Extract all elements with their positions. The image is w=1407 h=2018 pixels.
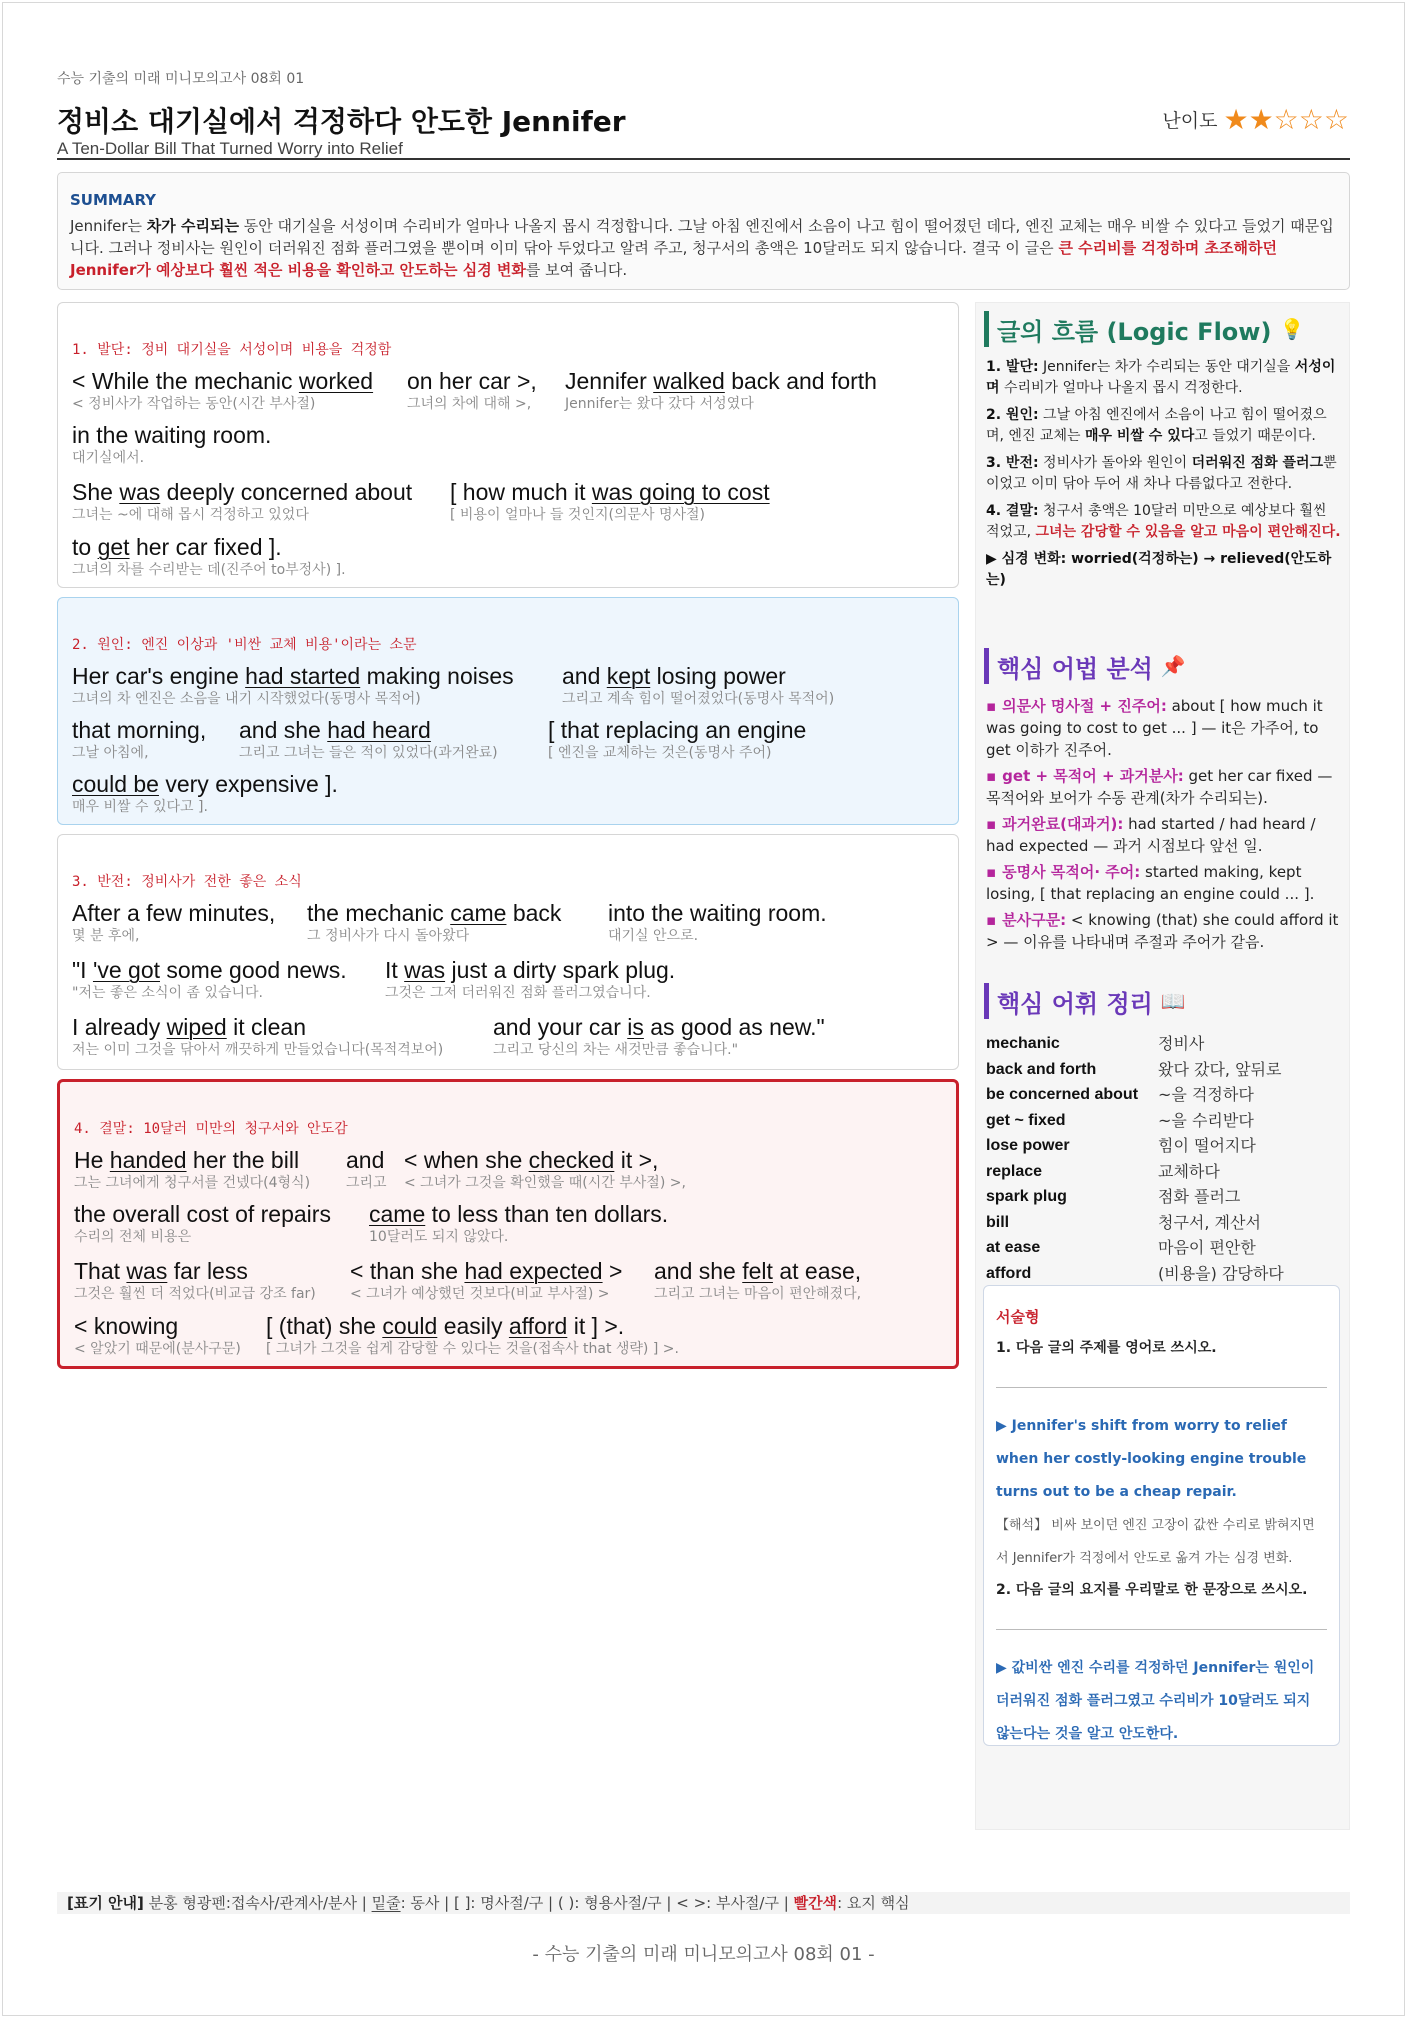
- flow-item: 1. 발단: Jennifer는 차가 수리되는 동안 대기실을 서성이며 수리비가 얼마나 나올지 몹시 걱정한다.: [986, 359, 1336, 396]
- mood-change: ▶ 심경 변화: worried(걱정하는) → relieved(안도하는): [986, 551, 1332, 588]
- essay-translation-1: 【해석】 비싸 보이던 엔진 고장이 값싼 수리로 밝혀지면서 Jennifer가 걱정에서 안도로 옮겨 가는 심경 변화.: [996, 1518, 1315, 1566]
- vocab-word: lose power: [986, 1137, 1070, 1154]
- phrase: the mechanic came back 그 정비사가 다시 돌아왔다: [307, 900, 562, 944]
- phrase: Her car's engine had started making noises 그녀의 차 엔진은 소음을 내기 시작했었다(동명사 목적어): [72, 663, 514, 707]
- vocab-meaning: 청구서, 계산서: [1158, 1212, 1261, 1232]
- phrase: on her car >, 그녀의 차에 대해 >,: [407, 368, 537, 412]
- section-4-heading: 4. 결말: 10달러 미만의 청구서와 안도감: [74, 1121, 348, 1137]
- vocab-row: [986, 1210, 1346, 1236]
- phrase: that morning, 그날 아침에,: [72, 717, 207, 761]
- section-3-heading: 3. 반전: 정비사가 전한 좋은 소식: [72, 874, 302, 890]
- passage-section-4: [57, 1079, 959, 1369]
- summary-text-2: 동안 대기실을 서성이며 수리비가 얼마나 나올지 몹시 걱정합니다. 그날 아침 엔진에서 소음이 나고 힘이 떨어졌던 데다, 엔진 교체는 매우 비쌀 수 있다고 들었기 때문입니다. 그러나 정비사는 원인이 더러워진 점화 플러그였을 뿐이며 이미 닦아 두었다고 알려 주고, 청구서의 총액은 10달러도 되지 않습니다. 결국 이 글은: [70, 217, 1334, 257]
- vocab-meaning: 마음이 편안한: [1158, 1238, 1256, 1257]
- vocab-word: at ease: [986, 1239, 1041, 1256]
- phrase: "I 've got some good news. "저는 좋은 소식이 좀 있습니다.: [72, 957, 347, 1001]
- difficulty-label: 난이도: [1162, 110, 1218, 132]
- star-filled-icon: ★: [1248, 103, 1274, 136]
- logic-flow-list: [986, 357, 1341, 597]
- phrase: I already wiped it clean 저는 이미 그것을 닦아서 깨끗하게 만들었습니다(목적격보어): [72, 1014, 444, 1058]
- star-filled-icon: ★: [1223, 103, 1249, 136]
- phrase: Jennifer walked back and forth Jennifer는 왔다 갔다 서성였다: [565, 368, 877, 412]
- phrase: [ how much it was going to cost [ 비용이 얼마나 들 것인지(의문사 명사절): [450, 479, 770, 523]
- phrase: < than she had expected > < 그녀가 예상했던 것보다(비교 부사절) >: [350, 1258, 623, 1302]
- vocab-row: [986, 1082, 1346, 1108]
- vocab-meaning: ~을 걱정하다: [1158, 1085, 1254, 1104]
- star-empty-icon: ☆: [1298, 103, 1324, 136]
- flow-item: 2. 원인: 그날 아침 엔진에서 소음이 나고 힘이 떨어졌으며, 엔진 교체는 매우 비쌀 수 있다고 들었기 때문이다.: [986, 407, 1327, 444]
- phrase: She was deeply concerned about 그녀는 ~에 대해 몹시 걱정하고 있었다: [72, 479, 413, 523]
- star-rating: [1223, 103, 1349, 136]
- grammar-item: ▪ get + 목적어 + 과거분사: get her car fixed — 목적어와 보어가 수동 관계(차가 수리되는).: [986, 767, 1333, 807]
- vocab-meaning: 교체하다: [1158, 1161, 1220, 1181]
- vocab-row: [986, 1235, 1346, 1261]
- vocab-word: replace: [986, 1162, 1043, 1180]
- phrase: < knowing < 알았기 때문에(분사구문): [74, 1313, 241, 1357]
- vocab-row: [986, 1159, 1346, 1185]
- section-1-heading: 1. 발단: 정비 대기실을 서성이며 비용을 걱정함: [72, 342, 392, 358]
- heading-bar: [984, 983, 989, 1019]
- vocab-word: get ~ fixed: [986, 1111, 1066, 1129]
- vocab-word: back and forth: [986, 1060, 1097, 1078]
- passage-section-2: [57, 597, 959, 825]
- vocab-meaning: ~을 수리받다: [1158, 1110, 1254, 1130]
- phrase: [ (that) she could easily afford it ] >. [ 그녀가 그것을 쉽게 감당할 수 있다는 것을(접속사 that 생략) ] >.: [266, 1313, 679, 1357]
- vocab-meaning: 점화 플러그: [1158, 1187, 1241, 1206]
- grammar-heading: [984, 648, 1186, 684]
- passage-section-3: [57, 834, 959, 1070]
- difficulty-rating: [1162, 103, 1349, 136]
- passage-section-1: [57, 302, 959, 588]
- phrase: into the waiting room. 대기실 안으로.: [608, 900, 827, 944]
- vocab-word: be concerned about: [986, 1086, 1139, 1103]
- pin-icon: 📌: [1160, 654, 1186, 678]
- essay-type-label: 서술형: [996, 1308, 1040, 1326]
- title-divider: [57, 158, 1350, 160]
- phrase: and 그리고: [346, 1147, 387, 1191]
- phrase: < While the mechanic worked < 정비사가 작업하는 동안(시간 부사절): [72, 368, 374, 412]
- phrase: and she had heard 그리고 그녀는 들은 적이 있었다(과거완료): [239, 717, 498, 761]
- flow-item: 4. 결말: 청구서 총액은 10달러 미만으로 예상보다 훨씬 적었고, 그녀는 감당할 수 있음을 알고 마음이 편안해진다.: [986, 503, 1341, 540]
- summary-text: [70, 215, 1337, 281]
- vocab-meaning: 힘이 떨어지다: [1158, 1136, 1256, 1155]
- grammar-item: ▪ 과거완료(대과거): had started / had heard / had expected — 과거 시점보다 앞선 일.: [986, 815, 1316, 855]
- phrase: the overall cost of repairs 수리의 전체 비용은: [74, 1201, 331, 1245]
- essay-question-1: 1. 다음 글의 주제를 영어로 쓰시오.: [996, 1340, 1217, 1356]
- logic-flow-title: 글의 흐름 (Logic Flow): [997, 317, 1272, 346]
- summary-box: [57, 172, 1350, 290]
- vocab-word: afford: [986, 1264, 1032, 1282]
- grammar-item: ▪ 분사구문: < knowing (that) she could afford it > — 이유를 나타내며 주절과 주어가 같음.: [986, 911, 1339, 951]
- notation-legend: [표기 안내] 분홍 형광펜:접속사/관계사/분사 | 밑줄: 동사 | [ ]: 명사절/구 | ( ): 형용사절/구 | < >: 부사절/구 | 빨간색: 요지 핵심: [57, 1892, 1350, 1914]
- vocab-row: [986, 1108, 1346, 1134]
- grammar-item: ▪ 동명사 목적어· 주어: started making, kept losing, [ that replacing an engine could ... ].: [986, 863, 1315, 903]
- vocab-row: [986, 1261, 1346, 1287]
- phrase: After a few minutes, 몇 분 후에,: [72, 900, 276, 944]
- phrase: and your car is as good as new." 그리고 당신의 차는 새것만큼 좋습니다.": [493, 1014, 825, 1058]
- summary-text-3: 를 보여 줍니다.: [525, 261, 628, 279]
- heading-bar: [984, 648, 989, 684]
- vocab-meaning: 정비사: [1158, 1034, 1205, 1053]
- vocab-meaning: (비용을) 감당하다: [1158, 1263, 1284, 1283]
- vocab-title: 핵심 어휘 정리: [997, 989, 1153, 1018]
- page-subtitle: A Ten-Dollar Bill That Turned Worry into Relief: [57, 139, 403, 158]
- bulb-icon: 💡: [1279, 317, 1305, 341]
- summary-text-1: Jennifer는: [70, 217, 147, 235]
- phrase: could be very expensive ]. 매우 비쌀 수 있다고 ].: [72, 771, 338, 815]
- star-empty-icon: ☆: [1273, 103, 1299, 136]
- vocab-row: [986, 1057, 1346, 1083]
- logic-flow-heading: [984, 311, 1304, 347]
- phrase: came to less than ten dollars. 10달러도 되지 않았다.: [369, 1201, 669, 1245]
- phrase: and she felt at ease, 그리고 그녀는 마음이 편안해졌다,: [654, 1258, 862, 1302]
- vocab-list: [986, 1031, 1346, 1286]
- essay-box: [983, 1285, 1340, 1746]
- section-2-heading: 2. 원인: 엔진 이상과 '비싼 교체 비용'이라는 소문: [72, 637, 417, 653]
- star-empty-icon: ☆: [1323, 103, 1349, 136]
- vocab-meaning: 왔다 갔다, 앞뒤로: [1158, 1059, 1282, 1079]
- phrase: He handed her the bill 그는 그녀에게 청구서를 건넸다(4형식): [74, 1147, 311, 1191]
- grammar-item: ▪ 의문사 명사절 + 진주어: about [ how much it was going to cost to get ... ] — it은 가주어, to get 이하가 진주어.: [986, 697, 1323, 759]
- vocab-row: [986, 1031, 1346, 1057]
- phrase: That was far less 그것은 훨씬 더 적었다(비교급 강조 far): [74, 1258, 316, 1302]
- page-title: 정비소 대기실에서 걱정하다 안도한 Jennifer: [57, 105, 626, 138]
- answer-line: [996, 1387, 1327, 1388]
- phrase: [ that replacing an engine [ 엔진을 교체하는 것은(동명사 주어): [548, 717, 807, 761]
- vocab-word: spark plug: [986, 1188, 1067, 1205]
- summary-key-point: 큰 수리비를 걱정하며 초조해하던 Jennifer가 예상보다 훨씬 적은 비용을 확인하고 안도하는 심경 변화: [70, 239, 1277, 279]
- vocab-word: bill: [986, 1213, 1010, 1231]
- book-icon: 📖: [1160, 989, 1186, 1013]
- heading-bar: [984, 311, 989, 347]
- vocab-row: [986, 1133, 1346, 1159]
- grammar-list: [986, 695, 1346, 957]
- vocab-word: mechanic: [986, 1035, 1060, 1052]
- phrase: and kept losing power 그리고 계속 힘이 떨어졌었다(동명사 목적어): [562, 663, 835, 707]
- answer-line: [996, 1629, 1327, 1630]
- phrase: in the waiting room. 대기실에서.: [72, 422, 272, 466]
- summary-bold-1: 차가 수리되는: [146, 217, 239, 235]
- essay-answer-2: ▶ 값비싼 엔진 수리를 걱정하던 Jennifer는 원인이 더러워진 점화 플러그였고 수리비가 10달러도 되지 않는다는 것을 알고 안도한다.: [996, 1660, 1315, 1742]
- summary-heading: SUMMARY: [70, 191, 157, 209]
- phrase: to get her car fixed ]. 그녀의 차를 수리받는 데(진주어 to부정사) ].: [72, 534, 346, 578]
- phrase: It was just a dirty spark plug. 그것은 그저 더러워진 점화 플러그였습니다.: [385, 957, 676, 1001]
- phrase: < when she checked it >, < 그녀가 그것을 확인했을 때(시간 부사절) >,: [404, 1147, 686, 1191]
- essay-answer-1: ▶ Jennifer's shift from worry to relief when her costly-looking engine trouble turns out to be a cheap repair.: [996, 1418, 1307, 1500]
- essay-question-2: 2. 다음 글의 요지를 우리말로 한 문장으로 쓰시오.: [996, 1582, 1308, 1598]
- vocab-row: [986, 1184, 1346, 1210]
- vocab-heading: [984, 983, 1186, 1019]
- series-label: 수능 기출의 미래 미니모의고사 08회 01: [57, 71, 305, 87]
- page-footer: - 수능 기출의 미래 미니모의고사 08회 01 -: [532, 1944, 875, 1965]
- flow-item: 3. 반전: 정비사가 돌아와 원인이 더러워진 점화 플러그뿐이었고 이미 닦아 두어 새 차나 다름없다고 전한다.: [986, 455, 1337, 492]
- grammar-title: 핵심 어법 분석: [997, 654, 1153, 683]
